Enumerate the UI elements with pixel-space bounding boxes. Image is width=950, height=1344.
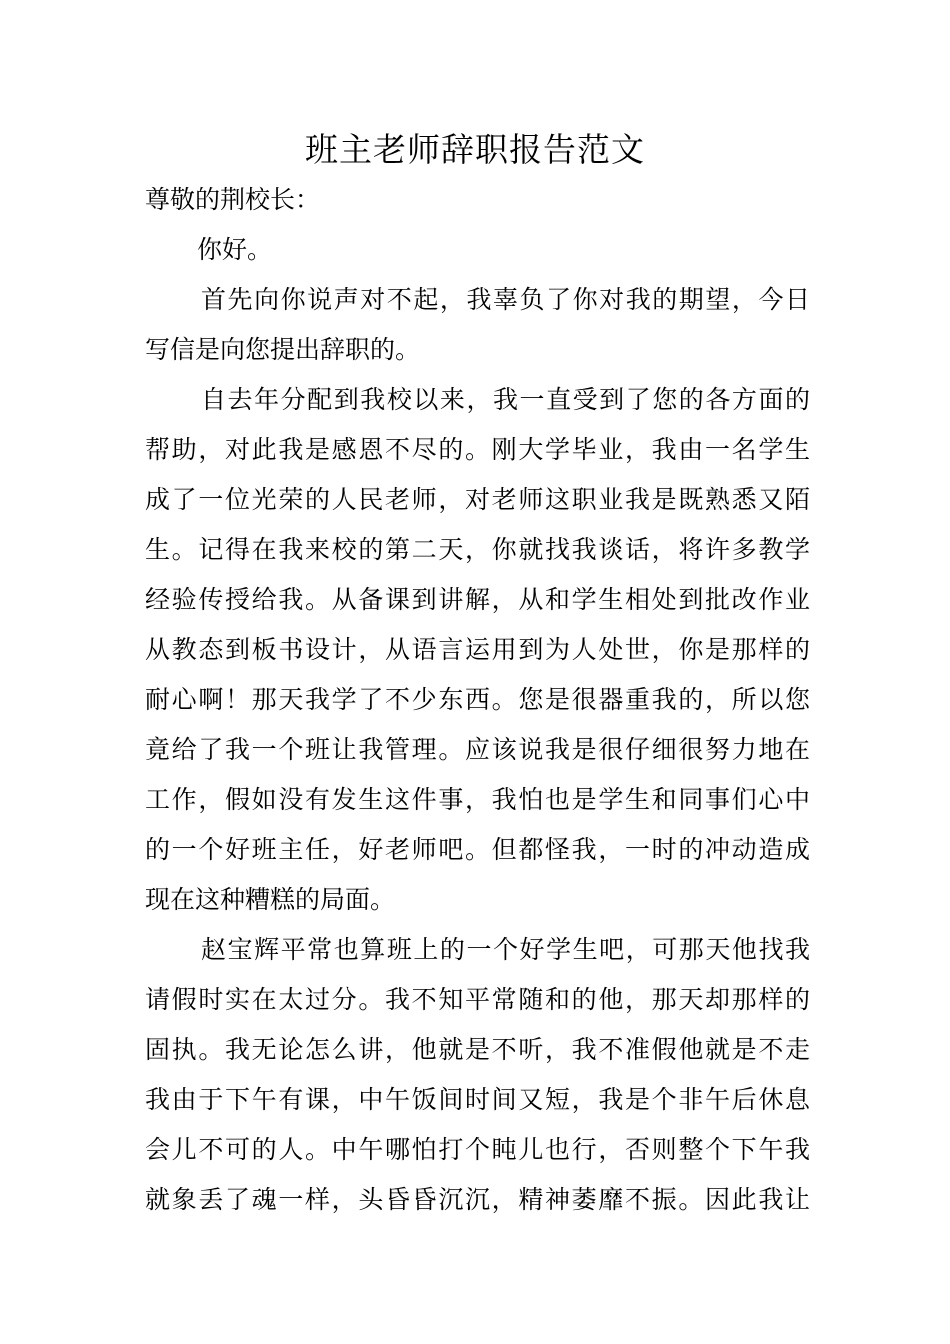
paragraph-line: 帮助，对此我是感恩不尽的。刚大学毕业，我由一名学生 — [145, 435, 810, 464]
paragraph-line: 就象丢了魂一样，头昏昏沉沉，精神萎靡不振。因此我让 — [145, 1185, 810, 1214]
paragraph-line: 请假时实在太过分。我不知平常随和的他，那天却那样的 — [145, 985, 810, 1014]
paragraph-line: 固执。我无论怎么讲，他就是不听，我不准假他就是不走 — [145, 1035, 810, 1064]
paragraph-line: 的一个好班主任，好老师吧。但都怪我，一时的冲动造成 — [145, 835, 810, 864]
paragraph-line: 竟给了我一个班让我管理。应该说我是很仔细很努力地在 — [145, 735, 810, 764]
salutation: 尊敬的荆校长： — [145, 185, 321, 214]
paragraph-line: 从教态到板书设计，从语言运用到为人处世，你是那样的 — [145, 635, 810, 664]
paragraph-line: 写信是向您提出辞职的。 — [145, 335, 421, 364]
paragraph-line: 我由于下午有课，中午饭间时间又短，我是个非午后休息 — [145, 1085, 810, 1114]
document-title: 班主老师辞职报告范文 — [305, 130, 645, 169]
paragraph-line: 首先向你说声对不起，我辜负了你对我的期望，今日 — [201, 285, 810, 314]
paragraph-line: 工作，假如没有发生这件事，我怕也是学生和同事们心中 — [145, 785, 810, 814]
paragraph-line: 赵宝辉平常也算班上的一个好学生吧，可那天他找我 — [201, 935, 810, 964]
paragraph-line: 生。记得在我来校的第二天，你就找我谈话，将许多教学 — [145, 535, 810, 564]
paragraph-line: 成了一位光荣的人民老师，对老师这职业我是既熟悉又陌 — [145, 485, 810, 514]
paragraph-line: 耐心啊！那天我学了不少东西。您是很器重我的，所以您 — [145, 685, 810, 714]
paragraph-line: 经验传授给我。从备课到讲解，从和学生相处到批改作业 — [145, 585, 810, 614]
paragraph-line: 会儿不可的人。中午哪怕打个盹儿也行，否则整个下午我 — [145, 1135, 810, 1164]
greeting: 你好。 — [197, 235, 273, 264]
paragraph-line: 现在这种糟糕的局面。 — [145, 885, 396, 914]
paragraph-line: 自去年分配到我校以来，我一直受到了您的各方面的 — [201, 385, 810, 414]
letter-body — [145, 175, 810, 1225]
